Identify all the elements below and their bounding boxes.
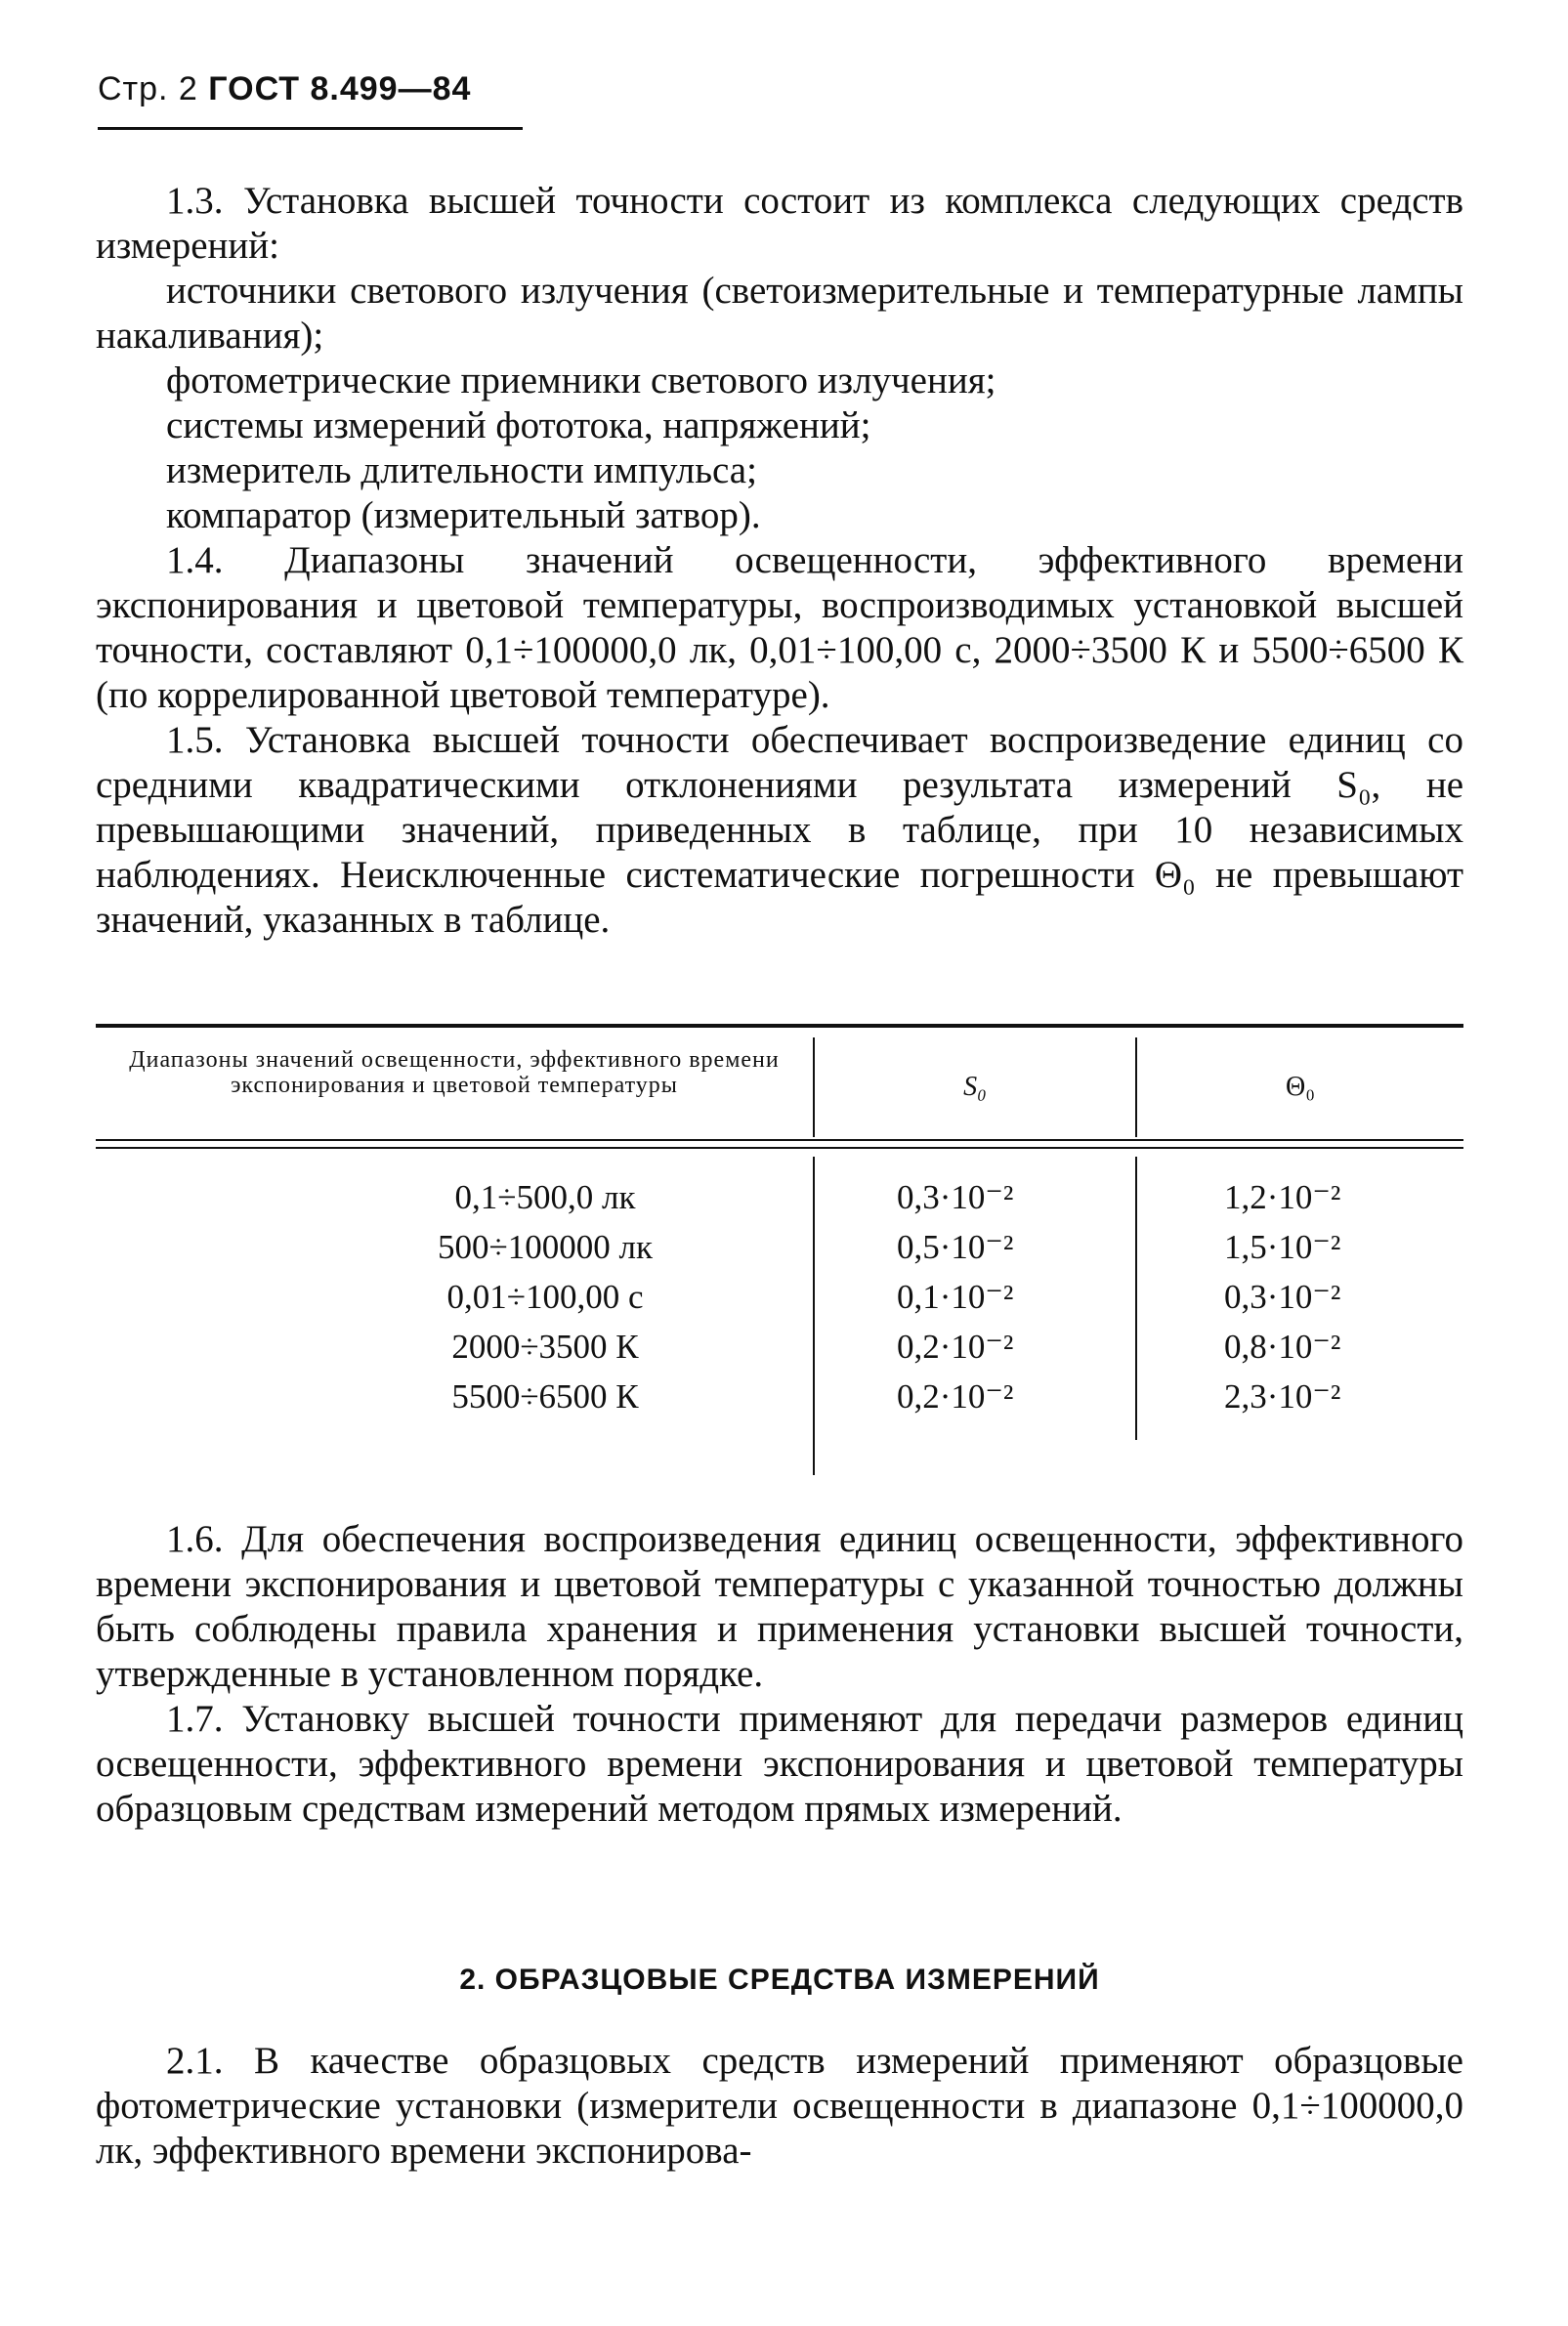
table-cell: 0,1·10⁻² — [897, 1278, 1014, 1316]
table-cell: 500÷100000 лк — [438, 1228, 653, 1266]
table-header-range: Диапазоны значений освещенности, эффективного времени экспонирования и цветовой температуры — [129, 1047, 780, 1098]
section-title: 2. ОБРАЗЦОВЫЕ СРЕДСТВА ИЗМЕРЕНИЙ — [459, 1964, 1100, 1996]
table-cell: 0,1÷500,0 лк — [454, 1178, 636, 1216]
table-cell: 0,3·10⁻² — [1224, 1278, 1341, 1316]
table-cell: 1,2·10⁻² — [1224, 1178, 1341, 1216]
table-cell: 0,5·10⁻² — [897, 1228, 1014, 1266]
table-divider — [1135, 1157, 1137, 1440]
paragraph-2-1: 2.1. В качестве образцовых средств измерений применяют образцовые фотометрические установки (измерители освещенности в диапазоне 0,1÷100000,0 лк, эффективного времени экспонирова- — [96, 2040, 1463, 2172]
table-header-theta0: Θ₀ — [1286, 1072, 1315, 1102]
table-header-rule — [96, 1139, 1463, 1141]
header-rule — [98, 127, 523, 130]
table-cell: 0,01÷100,00 с — [446, 1278, 644, 1316]
table-top-rule — [96, 1024, 1463, 1028]
table-column-theta0 — [1224, 1172, 1459, 1421]
text-block-middle — [96, 1517, 1463, 1832]
table-column-s0 — [897, 1172, 1131, 1421]
table-cell: 2000÷3500 К — [451, 1328, 639, 1366]
table-cell: 0,8·10⁻² — [1224, 1328, 1341, 1366]
table-cell: 2,3·10⁻² — [1224, 1377, 1341, 1416]
list-item-pulse-meter: измеритель длительности импульса; — [166, 449, 757, 491]
table-cell: 5500÷6500 К — [451, 1377, 639, 1416]
list-item-measurement-systems: системы измерений фототока, напряжений; — [166, 404, 871, 446]
text-block-top — [96, 179, 1463, 943]
table-header-s0: S₀ — [963, 1072, 987, 1102]
table-cell: 1,5·10⁻² — [1224, 1228, 1341, 1266]
page-header — [98, 70, 471, 108]
table-header-rule — [96, 1147, 1463, 1149]
document-code: ГОСТ 8.499—84 — [208, 70, 472, 107]
list-item-receivers: фотометрические приемники светового излучения; — [166, 359, 996, 402]
table-column-range — [330, 1172, 760, 1421]
paragraph-1-7: 1.7. Установку высшей точности применяют для передачи размеров единиц освещенности, эффективного времени экспонирования и цветовой температуры образцовым средствам измерений методом прямых измерений. — [96, 1698, 1463, 1830]
paragraph-1-3: 1.3. Установка высшей точности состоит из комплекса следующих средств измерений: — [96, 180, 1463, 267]
page-number: Стр. 2 — [98, 70, 198, 107]
table-divider — [813, 1157, 815, 1475]
paragraph-1-5: 1.5. Установка высшей точности обеспечивает воспроизведение единиц со средними квадратическими отклонениями результата измерений S₀, не превышающими значений, приведенных в таблице, при 10 независимых наблюдениях. Неисключенные систематические погрешности Θ₀ не превышают значений, указанных в таблице. — [96, 719, 1463, 941]
text-block-bottom — [96, 2039, 1463, 2174]
paragraph-1-6: 1.6. Для обеспечения воспроизведения единиц освещенности, эффективного времени экспонирования и цветовой температуры с указанной точностью должны быть соблюдены правила хранения и применения установки высшей точности, утвержденные в установленном порядке. — [96, 1518, 1463, 1695]
paragraph-1-4: 1.4. Диапазоны значений освещенности, эффективного времени экспонирования и цветовой температуры, воспроизводимых установкой высшей точности, составляют 0,1÷100000,0 лк, 0,01÷100,00 с, 2000÷3500 К и 5500÷6500 К (по коррелированной цветовой температуре). — [96, 539, 1463, 716]
accuracy-table — [96, 1024, 1463, 1473]
list-item-comparator: компаратор (измерительный затвор). — [166, 494, 761, 536]
table-cell: 0,2·10⁻² — [897, 1377, 1014, 1416]
list-item-light-sources: источники светового излучения (светоизмерительные и температурные лампы накаливания); — [96, 270, 1463, 357]
table-cell: 0,2·10⁻² — [897, 1328, 1014, 1366]
table-cell: 0,3·10⁻² — [897, 1178, 1014, 1216]
